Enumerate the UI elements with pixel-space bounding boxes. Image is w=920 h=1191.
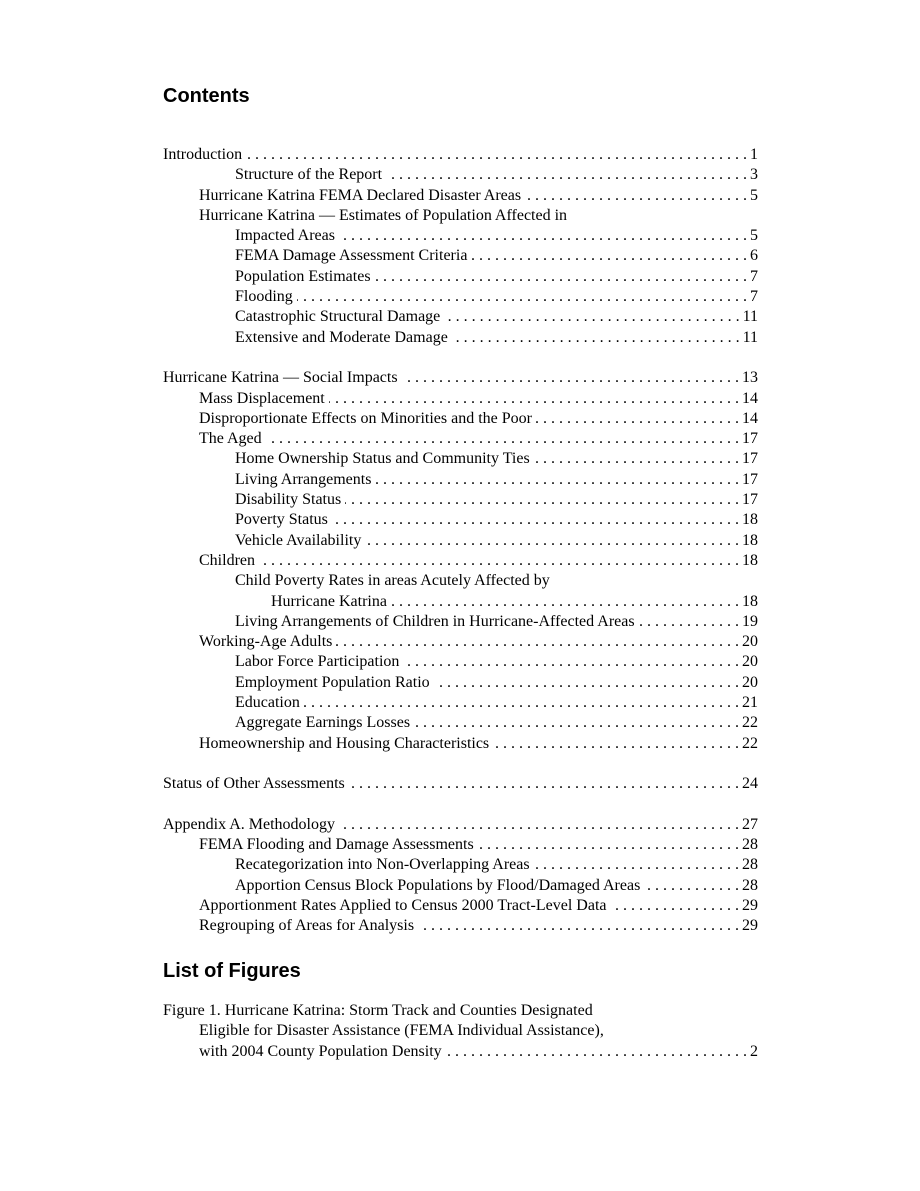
toc-entry-page-number: 11 [742, 328, 758, 346]
toc-entry-page-number: 27 [742, 815, 758, 833]
dot-leader [386, 166, 747, 184]
dot-leader [339, 227, 747, 245]
toc-entry[interactable] [163, 613, 758, 633]
toc-entry-page-number: 19 [742, 612, 758, 630]
toc-entry[interactable] [163, 369, 758, 389]
dot-leader [639, 613, 739, 631]
toc-entry-title: Apportion Census Block Populations by Flood/Damaged Areas [235, 876, 641, 894]
dot-leader [365, 532, 739, 550]
dot-leader [452, 329, 740, 347]
toc-entry-title: Vehicle Availability [235, 531, 362, 549]
toc-entry[interactable] [163, 1002, 758, 1022]
dot-leader [375, 471, 739, 489]
toc-entry[interactable] [163, 268, 758, 288]
toc-entry-title: Introduction [163, 146, 243, 163]
toc-entry-page-number: 29 [742, 917, 758, 935]
toc-entry[interactable] [163, 1022, 758, 1042]
toc-entry-title: The Aged [199, 430, 262, 448]
toc-entry-page-number: 5 [750, 186, 758, 204]
toc-entry[interactable] [163, 856, 758, 876]
toc-entry[interactable] [163, 694, 758, 714]
toc-entry[interactable] [163, 491, 758, 511]
toc-entry-title: Extensive and Moderate Damage [235, 328, 448, 346]
toc-entry-page-number: 17 [742, 450, 758, 468]
toc-entry-title: Hurricane Katrina — Social Impacts [163, 369, 398, 387]
toc-entry[interactable] [163, 735, 758, 755]
toc-entry[interactable] [163, 816, 758, 836]
dot-leader [471, 247, 747, 265]
list-of-figures [163, 1002, 758, 1063]
toc-entry-page-number: 18 [742, 511, 758, 529]
toc-entry-page-number: 7 [750, 267, 758, 285]
dot-leader [266, 430, 739, 448]
dot-leader [414, 714, 739, 732]
dot-leader [304, 694, 739, 712]
toc-entry[interactable] [163, 552, 758, 572]
dot-leader [493, 735, 739, 753]
toc-entry-page-number: 13 [742, 369, 758, 387]
toc-entry[interactable] [163, 207, 758, 227]
toc-entry-page-number: 18 [742, 592, 758, 610]
dot-leader [391, 593, 739, 611]
toc-entry-page-number: 18 [742, 551, 758, 569]
toc-entry-page-number: 29 [742, 896, 758, 914]
toc-entry-title: Status of Other Assessments [163, 775, 345, 793]
toc-entry-page-number: 5 [750, 227, 758, 245]
dot-leader [418, 917, 739, 935]
toc-entry-page-number: 2 [750, 1042, 758, 1060]
dot-leader [349, 775, 739, 793]
dot-leader [534, 450, 739, 468]
toc-entry-title: Hurricane Katrina [271, 592, 387, 610]
toc-entry[interactable] [163, 532, 758, 552]
toc-entry[interactable] [163, 247, 758, 267]
toc-entry[interactable] [163, 450, 758, 470]
toc-entry-title: Aggregate Earnings Losses [235, 714, 411, 732]
dot-leader [611, 897, 740, 915]
toc-entry-title: Poverty Status [235, 511, 328, 529]
toc-entry-title: Figure 1. Hurricane Katrina: Storm Track and Counties Designated [163, 1002, 593, 1019]
toc-entry-page-number: 24 [742, 775, 758, 793]
toc-entry-title: Eligible for Disaster Assistance (FEMA Individual Assistance), [199, 1022, 604, 1040]
toc-entry[interactable] [163, 593, 758, 613]
dot-leader [403, 653, 739, 671]
toc-entry[interactable] [163, 836, 758, 856]
dot-leader [446, 1043, 747, 1061]
toc-entry-title: Appendix A. Methodology [163, 815, 335, 833]
toc-entry[interactable] [163, 897, 758, 917]
dot-leader [332, 511, 739, 529]
toc-entry-title: Hurricane Katrina — Estimates of Population Affected in [199, 206, 568, 224]
toc-entry[interactable] [163, 511, 758, 531]
toc-entry-title: Mass Displacement [199, 389, 325, 407]
dot-leader [336, 633, 739, 651]
toc-entry-page-number: 28 [742, 836, 758, 854]
toc-entry-page-number: 17 [742, 470, 758, 488]
toc-entry-title: Children [199, 551, 255, 569]
toc-entry-page-number: 18 [742, 531, 758, 549]
contents-heading: Contents [163, 85, 250, 107]
toc-entry[interactable] [163, 288, 758, 308]
dot-leader [339, 816, 739, 834]
toc-entry-title: FEMA Damage Assessment Criteria [235, 247, 468, 265]
toc-entry[interactable] [163, 410, 758, 430]
dot-leader [478, 836, 739, 854]
dot-leader [297, 288, 747, 306]
dot-leader [329, 390, 739, 408]
toc-entry-title: with 2004 County Population Density [199, 1042, 442, 1060]
toc-entry-title: FEMA Flooding and Damage Assessments [199, 836, 474, 854]
toc-entry-page-number: 3 [750, 166, 758, 184]
toc-entry[interactable] [163, 714, 758, 734]
toc-entry-title: Population Estimates [235, 267, 371, 285]
toc-entry-page-number: 6 [750, 247, 758, 265]
dot-leader [525, 187, 747, 205]
toc-entry[interactable] [163, 390, 758, 410]
toc-entry[interactable] [163, 653, 758, 673]
toc-entry[interactable] [163, 187, 758, 207]
toc-entry-title: Home Ownership Status and Community Ties [235, 450, 530, 468]
dot-leader [434, 674, 739, 692]
toc-entry[interactable] [163, 775, 758, 795]
toc-entry[interactable] [163, 308, 758, 328]
toc-entry-title: Apportionment Rates Applied to Census 2000 Tract-Level Data [199, 896, 607, 914]
dot-leader [246, 146, 747, 164]
toc-entry-page-number: 28 [742, 876, 758, 894]
toc-entry[interactable] [163, 329, 758, 349]
toc-entry-page-number: 14 [742, 389, 758, 407]
toc-entry-title: Flooding [235, 288, 293, 306]
section-gap [163, 755, 758, 775]
toc-entry-page-number: 17 [742, 491, 758, 509]
toc-entry-title: Recategorization into Non-Overlapping Areas [235, 856, 530, 874]
toc-entry[interactable] [163, 166, 758, 186]
toc-entry-title: Living Arrangements [235, 470, 372, 488]
toc-entry-page-number: 22 [742, 714, 758, 732]
toc-entry[interactable] [163, 877, 758, 897]
toc-entry-title: Employment Population Ratio [235, 673, 430, 691]
dot-leader [345, 491, 739, 509]
toc-entry-title: Catastrophic Structural Damage [235, 308, 441, 326]
toc-entry[interactable] [163, 572, 758, 592]
toc-entry[interactable] [163, 146, 758, 166]
toc-entry-title: Impacted Areas [235, 227, 335, 245]
dot-leader [536, 410, 739, 428]
toc-entry-title: Structure of the Report [235, 166, 383, 184]
toc-entry[interactable] [163, 227, 758, 247]
dot-leader [444, 308, 739, 326]
toc-entry-title: Working-Age Adults [199, 633, 333, 651]
toc-entry-title: Regrouping of Areas for Analysis [199, 917, 415, 935]
toc-entry[interactable] [163, 430, 758, 450]
toc-entry-page-number: 7 [750, 288, 758, 306]
section-gap [163, 796, 758, 816]
toc-entry-page-number: 17 [742, 430, 758, 448]
toc-entry-title: Labor Force Participation [235, 653, 400, 671]
toc-entry-title: Homeownership and Housing Characteristics [199, 734, 490, 752]
toc-entry-page-number: 22 [742, 734, 758, 752]
dot-leader [259, 552, 739, 570]
toc-entry-title: Disproportionate Effects on Minorities and the Poor [199, 409, 532, 427]
toc-entry[interactable] [163, 633, 758, 653]
dot-leader [534, 856, 739, 874]
toc-entry-title: Living Arrangements of Children in Hurricane-Affected Areas [235, 612, 635, 630]
toc-entry-title: Hurricane Katrina FEMA Declared Disaster Areas [199, 186, 522, 204]
toc-entry-page-number: 20 [742, 653, 758, 671]
toc-entry[interactable] [163, 917, 758, 937]
toc-entry-page-number: 20 [742, 633, 758, 651]
toc-entry[interactable] [163, 674, 758, 694]
toc-entry-page-number: 11 [742, 308, 758, 326]
toc-entry-title: Child Poverty Rates in areas Acutely Affected by [235, 572, 550, 590]
toc-entry-page-number: 20 [742, 673, 758, 691]
toc-entry-page-number: 21 [742, 694, 758, 712]
dot-leader [402, 369, 739, 387]
dot-leader [375, 268, 747, 286]
toc-entry-page-number: 14 [742, 409, 758, 427]
section-gap [163, 349, 758, 369]
toc-entry-page-number: 1 [750, 146, 758, 163]
table-of-contents [163, 146, 758, 938]
toc-entry-title: Education [235, 694, 300, 712]
toc-entry[interactable] [163, 1043, 758, 1063]
toc-entry[interactable] [163, 471, 758, 491]
list-of-figures-heading: List of Figures [163, 960, 301, 982]
toc-entry-title: Disability Status [235, 491, 342, 509]
dot-leader [644, 877, 739, 895]
toc-entry-page-number: 28 [742, 856, 758, 874]
